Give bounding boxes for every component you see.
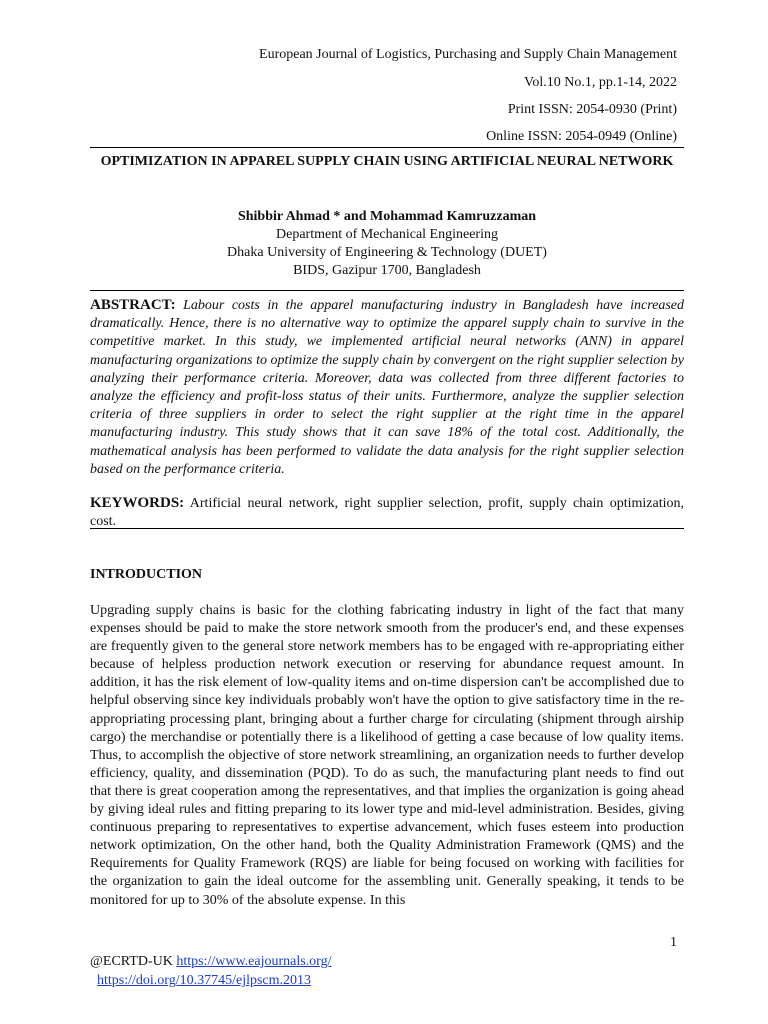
header-divider: [90, 147, 684, 148]
page-number: 1: [670, 935, 677, 950]
section-heading-introduction: INTRODUCTION: [90, 567, 203, 582]
paper-title: OPTIMIZATION IN APPAREL SUPPLY CHAIN USING ARTIFICIAL NEURAL NETWORK: [100, 154, 674, 169]
doi-link[interactable]: https://doi.org/10.37745/ejlpscm.2013: [97, 973, 312, 988]
affiliation-line: Department of Mechanical Engineering: [276, 227, 498, 242]
footer-doi-line: [97, 972, 311, 990]
abstract-text: Labour costs in the apparel manufacturing industry in Bangladesh have increased dramatically. Hence, there is no alternative way to optimize the apparel supply chain to survive in the competitive market. In this study, we implemented artificial neural networks (ANN) in apparel manufacturing organizations to optimize the supply chain by convergent on the right supplier selection by analyzing their performance criteria. Moreover, data was collected from three different factories to analyze the efficiency and profit-loss status of their units. Furthermore, analyze the supplier selection criteria of three suppliers in order to select the right supplier at the right time in the apparel manufacturing industry. This study shows that it can save 18% of the total cost. Additionally, the mathematical analysis has been performed to validate the data analysis for the right supplier selection based on the performance criteria.: [90, 298, 684, 477]
keywords-label: KEYWORDS:: [90, 495, 185, 511]
print-issn: Print ISSN: 2054-0930 (Print): [507, 102, 677, 117]
volume-info: Vol.10 No.1, pp.1-14, 2022: [524, 75, 677, 90]
abstract-top-divider: [90, 290, 684, 291]
journal-url-link[interactable]: https://www.eajournals.org/: [176, 954, 332, 969]
paper-authors: Shibbir Ahmad * and Mohammad Kamruzzaman: [237, 209, 537, 224]
abstract: [90, 296, 684, 479]
publisher-name: @ECRTD-UK: [90, 954, 173, 969]
affiliation-line: BIDS, Gazipur 1700, Bangladesh: [293, 263, 481, 278]
online-issn: Online ISSN: 2054-0949 (Online): [486, 129, 677, 144]
journal-name: European Journal of Logistics, Purchasing and Supply Chain Management: [259, 47, 677, 62]
keywords: [90, 494, 684, 531]
footer-publisher-line: [90, 953, 331, 971]
keywords-text: Artificial neural network, right supplier selection, profit, supply chain optimization, cost.: [90, 496, 684, 529]
introduction-paragraph: Upgrading supply chains is basic for the clothing fabricating industry in light of the fact that many expenses should be paid to make the store network smooth from the producer's end, and these expenses are frequently given to the general store network members has to be engaged with re-appropriating either because of helpless production network execution or reserving for abundance request amount. In addition, it has the risk element of low-quality items and on-time dispersion can't be accomplished due to helpful observing since key individuals probably won't have the option to give satisfactory time in the re-appropriating processing plant, bringing about a further charge for circulating (shipment through airship cargo) the merchandise or potentially there is a likelihood of getting a case because of low quality items. Thus, to accomplish the objective of store network streamlining, an organization needs to further develop efficiency, quality, and dissemination (PQD). To do as such, the manufacturing plant needs to find out that there is great cooperation among the representatives, and that implies the organization is going ahead by giving ideal rules and fitting preparing to its lower type and mid-level administration. Besides, giving continuous preparing to representatives to expertise advancement, which fuses esteem into production network optimization, On the other hand, both the Quality Administration Framework (QMS) and the Requirements for Quality Framework (RQS) are liable for being focused on working with facilities for the organization to gain the ideal outcome for the assembling unit. Generally speaking, it tends to be monitored for up to 30% of the absolute expense. In this: [90, 603, 684, 908]
affiliation-line: Dhaka University of Engineering & Technology (DUET): [227, 245, 547, 260]
keywords-divider: [90, 528, 684, 529]
abstract-label: ABSTRACT:: [90, 297, 176, 313]
